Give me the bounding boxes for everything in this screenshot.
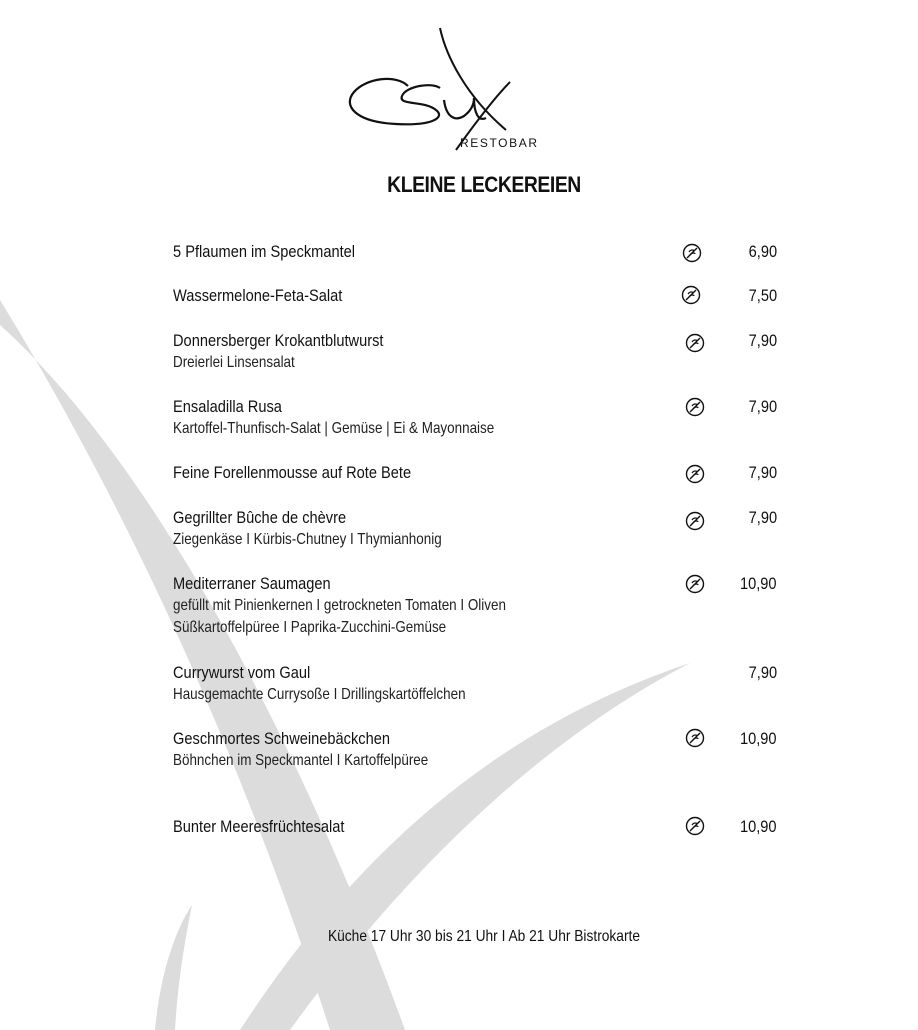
menu-item [173, 816, 783, 838]
section-title: KLEINE LECKEREIEN [387, 172, 581, 197]
gluten-free-icon [684, 815, 706, 837]
item-name: Mediterraner Saumagen [173, 574, 331, 593]
gluten-free-icon [684, 573, 706, 595]
item-price: 7,90 [748, 508, 777, 527]
item-name: Feine Forellenmousse auf Rote Bete [173, 463, 412, 482]
item-description: gefüllt mit Pinienkernen I getrockneten Tomaten I Oliven [173, 597, 506, 614]
logo-subtitle: RESTOBAR [460, 136, 539, 150]
gluten-free-icon [684, 396, 706, 418]
menu-item [173, 330, 783, 374]
item-description: Kartoffel-Thunfisch-Salat | Gemüse | Ei & Mayonnaise [173, 420, 495, 437]
item-name: Gegrillter Bûche de chèvre [173, 508, 347, 527]
item-name: Currywurst vom Gaul [173, 663, 311, 682]
item-price: 7,90 [748, 331, 777, 350]
kitchen-hours-note: Küche 17 Uhr 30 bis 21 Uhr I Ab 21 Uhr Bistrokarte [327, 928, 641, 945]
menu-item [173, 573, 783, 639]
menu-item [173, 396, 783, 440]
menu-item [173, 285, 783, 307]
item-description: Ziegenkäse I Kürbis-Chutney I Thymianhonig [173, 531, 442, 548]
item-price: 6,90 [748, 242, 777, 261]
gluten-free-icon [684, 332, 706, 354]
item-price: 7,90 [748, 397, 777, 416]
gluten-free-icon [684, 510, 706, 532]
item-description: Böhnchen im Speckmantel I Kartoffelpüree [173, 752, 429, 769]
menu-item [173, 507, 783, 551]
item-name: Donnersberger Krokantblutwurst [173, 331, 384, 350]
item-price: 7,50 [748, 286, 777, 305]
item-name: Bunter Meeresfrüchtesalat [173, 817, 345, 836]
item-price: 10,90 [740, 729, 777, 748]
item-price: 10,90 [740, 817, 777, 836]
item-description-line-2: Süßkartoffelpüree I Paprika-Zucchini-Gemüse [173, 619, 447, 636]
gluten-free-icon [680, 284, 702, 306]
item-name: Geschmortes Schweinebäckchen [173, 729, 390, 748]
item-name: Wassermelone-Feta-Salat [173, 286, 343, 305]
item-description: Hausgemachte Currysoße I Drillingskartöffelchen [173, 686, 466, 703]
item-price: 7,90 [748, 463, 777, 482]
item-description: Dreierlei Linsensalat [173, 354, 295, 371]
restaurant-logo [336, 26, 576, 156]
gluten-free-icon [684, 727, 706, 749]
menu-item [173, 728, 783, 772]
menu-item [173, 241, 783, 263]
gluten-free-icon [681, 242, 703, 264]
menu-item [173, 462, 783, 484]
item-price: 10,90 [740, 574, 777, 593]
sux-logo-icon [336, 26, 576, 156]
item-price: 7,90 [748, 663, 777, 682]
menu-item [173, 662, 783, 706]
gluten-free-icon [684, 463, 706, 485]
item-name: 5 Pflaumen im Speckmantel [173, 242, 356, 261]
item-name: Ensaladilla Rusa [173, 397, 282, 416]
